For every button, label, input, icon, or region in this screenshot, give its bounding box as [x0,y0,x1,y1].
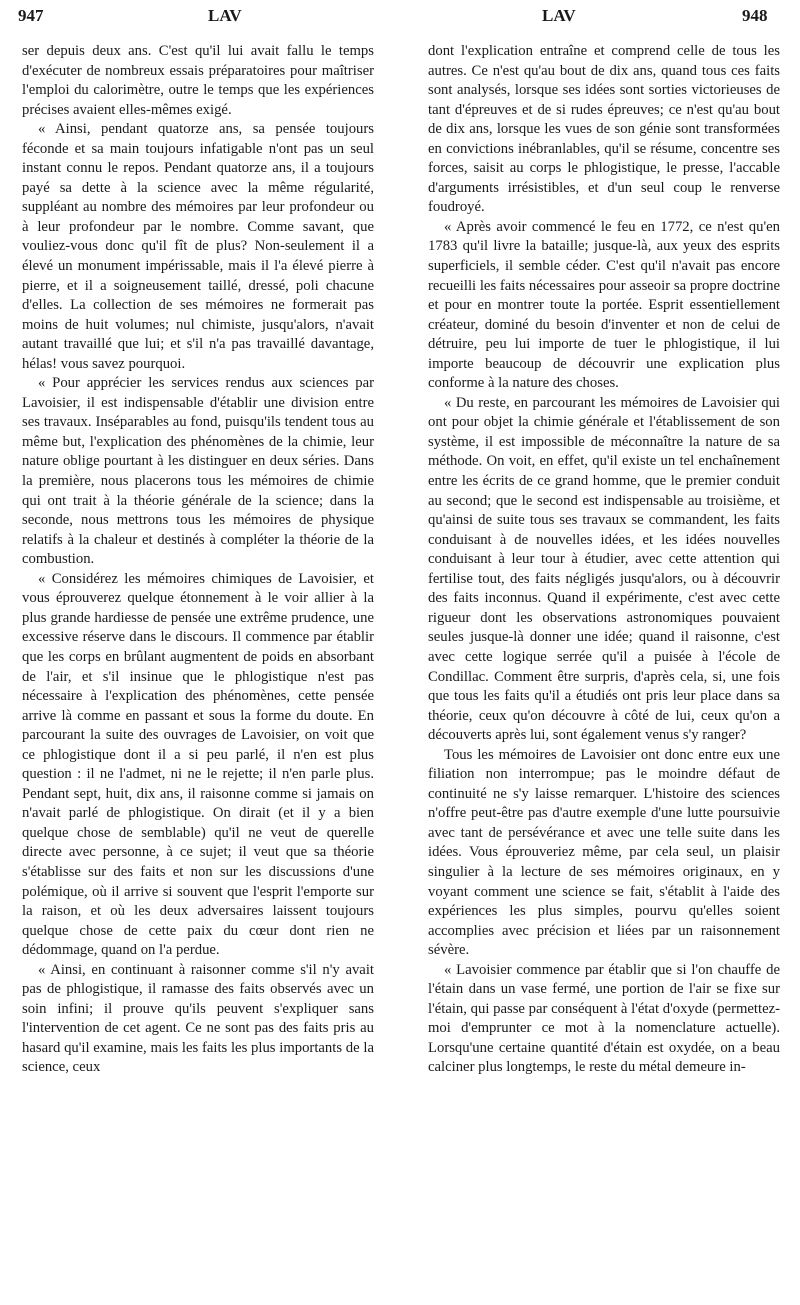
text-column-left [22,42,374,1078]
text-column-right [428,42,780,1078]
page-number-right: 948 [742,6,768,25]
paragraph: « Considérez les mémoires chimiques de Lavoisier, et vous éprouverez quelque étonnement à le voir allier à la plus grande hardiesse de pensée une extrême prudence, une excessive réserve dans le discours. Il commence par établir que les corps en brûlant augmentent de poids en absorbant de l'air, et s'il insinue que le phlogistique n'est pas nécessaire à l'explication des phénomènes, cette pensée arrive là comme en passant et sous la forme du doute. En parcourant la suite des ouvrages de Lavoisier, on voit que ce phlogistique dont il a si peu parlé, il n'en est plus question : il ne l'admet, ni ne le rejette; il n'en parle plus. Pendant sept, huit, dix ans, il raisonne comme si jamais on n'avait parlé de phlogistique. On dirait (et il y a bien quelque chose de semblable) qu'il ne veut de querelle directe avec personne, à ce sujet; il veut que sa théorie s'établisse sur des faits et non sur les discussions d'une polémique, où il arrive si souvent que l'esprit l'emporte sur la raison, et où les deux adversaires laissent toujours quelque chose de cette paix du cœur dont rien ne dédommage, quand on l'a perdue. [22,570,374,959]
paragraph: « Du reste, en parcourant les mémoires de Lavoisier qui ont pour objet la chimie générale et l'établissement de son système, il est impossible de méconnaître la nature de sa méthode. On voit, en effet, qu'il existe un tel enchaînement entre les écrits de ce grand homme, que le premier conduit au second; que le second est indispensable au troisième, et qu'ainsi de suite tous ses travaux se commandent, les faits conduisant à de nouvelles idées, et les idées nouvelles conduisant à leur tour à étudier, avec cette attention qui fertilise tout, des faits négligés jusqu'alors, ou à découvrir des faits inconnus. Quand il expérimente, c'est avec cette rigueur dont les observations astronomiques pouvaient seules jusque-là donner une idée; quand il raisonne, c'est avec cette logique serrée qu'il a puisée à l'école de Condillac. Comment être surpris, d'après cela, si, une fois que tous les faits qu'il a étudiés ont pris leur place dans sa théorie, ceux qu'on découvre à côté de lui, ceux qu'on a découverts après lui, sont également venus s'y ranger? [428,394,780,744]
page-header [0,6,800,28]
paragraph: « Ainsi, en continuant à raisonner comme s'il n'y avait pas de phlogistique, il ramasse des faits observés avec un soin infini; il prouve qu'ils peuvent s'expliquer sans l'intervention de cet agent. Ce ne sont pas des faits pris au hasard qu'il examine, mais les faits les plus importants de la science, ceux [22,961,374,1076]
paragraph: Tous les mémoires de Lavoisier ont donc entre eux une filiation non interrompue; pas le moindre défaut de continuité ne s'y laisse remarquer. L'histoire des sciences n'offre peut-être pas d'autre exemple d'une lutte poursuivie avec tant de persévérance et avec une telle suite dans les idées. Vous éprouveriez même, par cela seul, un plaisir singulier à la lecture de ses mémoires originaux, en y voyant comment une science se fait, s'établit à l'aide des expériences les plus simples, pourvu qu'elles soient accomplies avec précision et liées par un raisonnement sévère. [428,746,780,959]
paragraph: ser depuis deux ans. C'est qu'il lui avait fallu le temps d'exécuter de nombreux essais préparatoires pour maîtriser l'emploi du calorimètre, outre le temps que les expériences précises avaient elles-mêmes exigé. [22,43,374,118]
paragraph: « Ainsi, pendant quatorze ans, sa pensée toujours féconde et sa main toujours infatigable n'ont pas un seul instant connu le repos. Pendant quatorze ans, il a toujours payé sa dette à la science avec la même régularité, suppléant au nombre des mémoires par leur profondeur ou à leur profondeur par le nombre. Comme savant, que vouliez-vous donc qu'il fît de plus? Non-seulement il a élevé un monument impérissable, mais il l'a élevé pierre à pierre, et il a soigneusement taillé, dressé, poli chacune d'elles. La collection de ses mémoires ne formerait pas moins de huit volumes; nul chimiste, jusqu'alors, n'avait autant travaillé que lui; et s'il n'a pas travaillé davantage, hélas! vous savez pourquoi. [22,121,374,372]
paragraph: « Après avoir commencé le feu en 1772, ce n'est qu'en 1783 qu'il livre la bataille; jusque-là, aux yeux des esprits superficiels, il semble céder. C'est qu'il n'avait pas encore recueilli les faits nécessaires pour asseoir sa propre doctrine et pour en montrer toute la portée. Esprit essentiellement créateur, dominé du besoin d'inventer et non de celui de détruire, peu lui importe de tuer le phlogistique, il lui importe beaucoup de découvrir une explication plus conforme à la nature des choses. [428,218,780,392]
running-head-left: LAV [208,6,242,25]
running-head-right: LAV [542,6,576,25]
paragraph: « Pour apprécier les services rendus aux sciences par Lavoisier, il est indispensable d'établir une division entre ses travaux. Inséparables au fond, puisqu'ils tendent tous au même but, l'explication des phénomènes de la chimie, leur nature oblige pourtant à les distinguer en deux séries. Dans la première, nous placerons tous les mémoires de chimie qui ont trait à la théorie générale de la science; dans la seconde, nous mettrons tous les mémoires de physique relatifs à la chaleur et destinés à compléter la théorie de la combustion. [22,375,374,568]
page-number-left: 947 [18,6,44,25]
paragraph: « Lavoisier commence par établir que si l'on chauffe de l'étain dans un vase fermé, une portion de l'air se fixe sur l'étain, qui passe par conséquent à l'état d'oxyde (permettez-moi d'emprunter ce mot à la nomenclature actuelle). Lorsqu'une certaine quantité d'étain est oxydée, on a beau calciner plus longtemps, le reste du métal demeure in- [428,961,780,1076]
paragraph: dont l'explication entraîne et comprend celle de tous les autres. Ce n'est qu'au bout de dix ans, quand tous ces faits sont analysés, lorsque ses idées sont sorties victorieuses de tant d'épreuves et de si rudes épreuves; ce n'est qu'au bout de dix ans, lorsque les vues de son génie sont transformées en convictions inébranlables, qu'il se résume, concentre ses forces, saisit au corps le phlogistique, le presse, l'accable d'arguments irrésistibles, et d'un seul coup le renverse foudroyé. [428,43,780,216]
